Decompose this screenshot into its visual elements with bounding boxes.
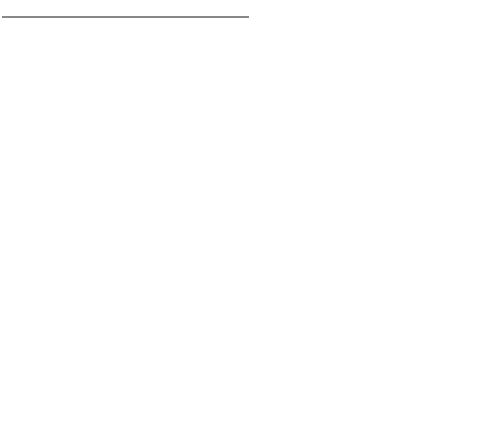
col-umaban	[3, 17, 13, 18]
entries-header	[3, 17, 249, 18]
col-dam	[129, 17, 189, 18]
entries-table	[2, 16, 249, 18]
col-sire	[69, 17, 129, 18]
col-horse	[13, 17, 69, 18]
race-title	[3, 3, 43, 15]
col-damsire	[189, 17, 249, 18]
